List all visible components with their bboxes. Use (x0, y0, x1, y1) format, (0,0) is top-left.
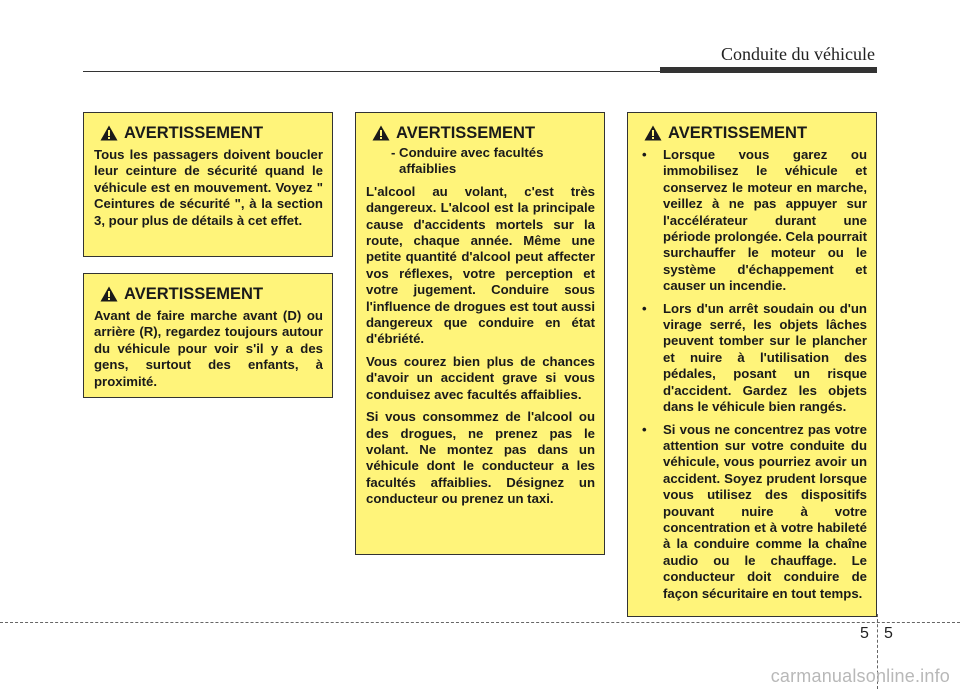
bullet-marker: • (642, 421, 647, 437)
list-item-text: Si vous ne concentrez pas votre attention sur votre conduite du véhicule, vous pourriez avoir un accident. Soyez prudent lorsque vous utilisez des dispositifs pouvant nuire à votre concentration et à votre habileté à la conduire comme la chaîne audio ou le chauffage. Le conducteur doit conduire de façon sécuritaire en tout temps. (663, 421, 867, 601)
list-item (638, 301, 867, 416)
warning-title-text: AVERTISSEMENT (124, 124, 264, 142)
warning-box-general-driving (627, 112, 877, 617)
warning-paragraph: L'alcool au volant, c'est très dangereux. L'alcool est la principale cause d'accidents mortels sur la route, chaque année. Même une petite quantité d'alcool peut affecter vos réflexes, votre perception et votre jugement. Conduire sous l'influence de drogues est tout aussi dangereux que conduire en état d'ébriété. (366, 183, 595, 347)
warning-title-text: AVERTISSEMENT (124, 285, 264, 303)
warning-title (644, 123, 867, 143)
warning-box-look-around (83, 273, 333, 398)
warning-box-impaired-driving (355, 112, 605, 555)
warning-title (372, 123, 595, 143)
section-number: 5 (860, 625, 869, 642)
warning-title-text: AVERTISSEMENT (668, 124, 808, 142)
bullet-marker: • (642, 147, 647, 162)
warning-triangle-icon (644, 125, 662, 141)
warning-title-text: AVERTISSEMENT (396, 124, 536, 142)
header-rule-thick (660, 67, 877, 73)
warning-title (100, 284, 323, 304)
warning-text: Tous les passagers doivent boucler leur ceinture de sécurité quand le véhicule est en mouvement. Voyez " Ceintures de sécurité ", à la section 3, pour plus de détails à cet effet. (94, 147, 323, 228)
warning-paragraph: Vous courez bien plus de chances d'avoir un accident grave si vous conduisez avec facultés affaiblies. (366, 353, 595, 402)
page-number: 5 (884, 625, 893, 642)
warning-text: Avant de faire marche avant (D) ou arrière (R), regardez toujours autour du véhicule pour voir s'il y a des gens, surtout des enfants, à proximité. (94, 308, 323, 389)
watermark: carmanualsonline.info (770, 666, 950, 686)
footer-dashed-rule (0, 622, 960, 623)
warning-triangle-icon (372, 125, 390, 141)
warning-triangle-icon (100, 286, 118, 302)
warning-title (100, 123, 323, 143)
header-rule-thin (83, 71, 663, 72)
bullet-marker: • (642, 300, 647, 316)
warning-box-seatbelts (83, 112, 333, 257)
list-item-text: Lors d'un arrêt soudain ou d'un virage serré, les objets lâches peuvent tomber sur le plancher et nuire à l'utilisation des pédales, posant un risque d'accident. Gardez les objets dans le véhicule bien rangés. (663, 300, 867, 415)
warning-bullet-list (638, 147, 867, 602)
list-item (638, 422, 867, 602)
list-item-text: Lorsque vous garez ou immobilisez le véhicule et conservez le moteur en marche, veillez à ne pas appuyer sur l'accélérateur durant une période prolongée. Cela pourrait surchauffer le moteur ou le système d'échappement et causer un incendie. (663, 147, 867, 294)
page-header-title: Conduite du véhicule (721, 44, 875, 64)
warning-paragraph: Si vous consommez de l'alcool ou des drogues, ne prenez pas le volant. Ne montez pas dans un véhicule dont le conducteur a les facultés affaiblies. Désignez un conducteur ou prenez un taxi. (366, 409, 595, 507)
warning-subtitle: - Conduire avec facultés affaiblies (391, 145, 544, 177)
list-item (638, 147, 867, 295)
warning-triangle-icon (100, 125, 118, 141)
